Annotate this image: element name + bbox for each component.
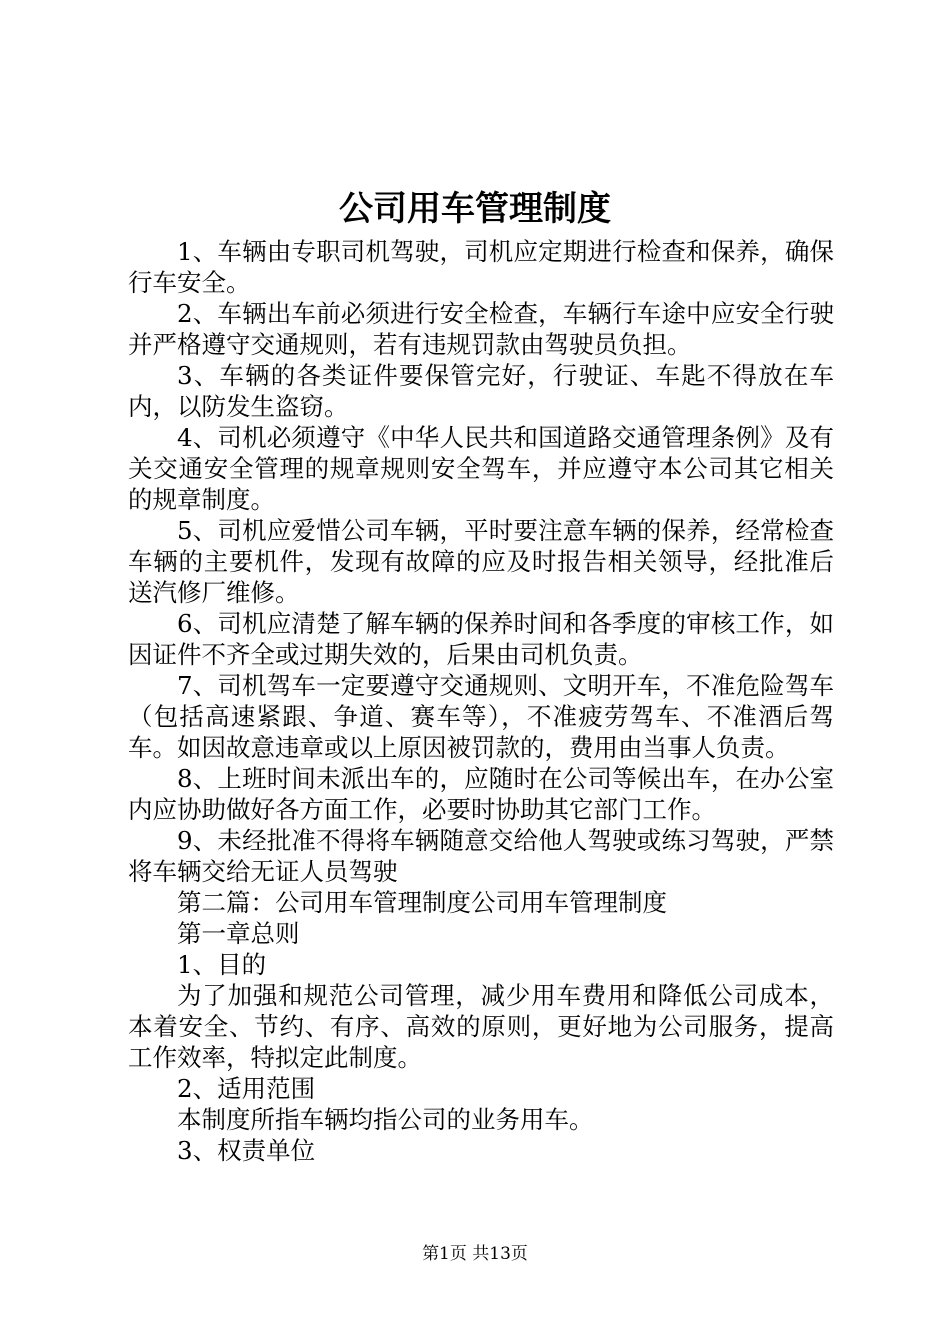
paragraph: 2、车辆出车前必须进行安全检查，车辆行车途中应安全行驶并严格遵守交通规则，若有违规罚款由驾驶员负担。 <box>128 299 834 359</box>
subsection-heading: 2、适用范围 <box>177 1074 316 1103</box>
paragraph: 4、司机必须遵守《中华人民共和国道路交通管理条例》及有关交通安全管理的规章规则安全驾车，并应遵守本公司其它相关的规章制度。 <box>128 423 834 514</box>
paragraph: 6、司机应清楚了解车辆的保养时间和各季度的审核工作，如因证件不齐全或过期失效的，后果由司机负责。 <box>128 609 834 669</box>
paragraph: 9、未经批准不得将车辆随意交给他人驾驶或练习驾驶，严禁将车辆交给无证人员驾驶 <box>128 826 834 886</box>
chapter-heading: 第一章总则 <box>177 919 300 948</box>
paragraph: 为了加强和规范公司管理，减少用车费用和降低公司成本，本着安全、节约、有序、高效的原则，更好地为公司服务，提高工作效率，特拟定此制度。 <box>128 981 834 1072</box>
page-number-footer: 第1页 共13页 <box>422 1244 528 1264</box>
paragraph: 5、司机应爱惜公司车辆，平时要注意车辆的保养，经常检查车辆的主要机件，发现有故障的应及时报告相关领导，经批准后送汽修厂维修。 <box>128 516 834 607</box>
paragraph: 8、上班时间未派出车的，应随时在公司等候出车，在办公室内应协助做好各方面工作，必要时协助其它部门工作。 <box>128 764 834 824</box>
subsection-heading: 3、权责单位 <box>177 1136 316 1165</box>
section-heading: 第二篇：公司用车管理制度公司用车管理制度 <box>177 888 667 917</box>
paragraph: 1、车辆由专职司机驾驶，司机应定期进行检查和保养，确保行车安全。 <box>128 237 834 297</box>
subsection-heading: 1、目的 <box>177 950 267 979</box>
document-body <box>128 236 834 1166</box>
paragraph: 7、司机驾车一定要遵守交通规则、文明开车，不准危险驾车（包括高速紧跟、争道、赛车等），不准疲劳驾车、不准酒后驾车。如因故意违章或以上原因被罚款的，费用由当事人负责。 <box>128 671 834 762</box>
paragraph: 本制度所指车辆均指公司的业务用车。 <box>177 1105 594 1134</box>
paragraph: 3、车辆的各类证件要保管完好，行驶证、车匙不得放在车内，以防发生盗窃。 <box>128 361 834 421</box>
document-title: 公司用车管理制度 <box>339 189 611 229</box>
